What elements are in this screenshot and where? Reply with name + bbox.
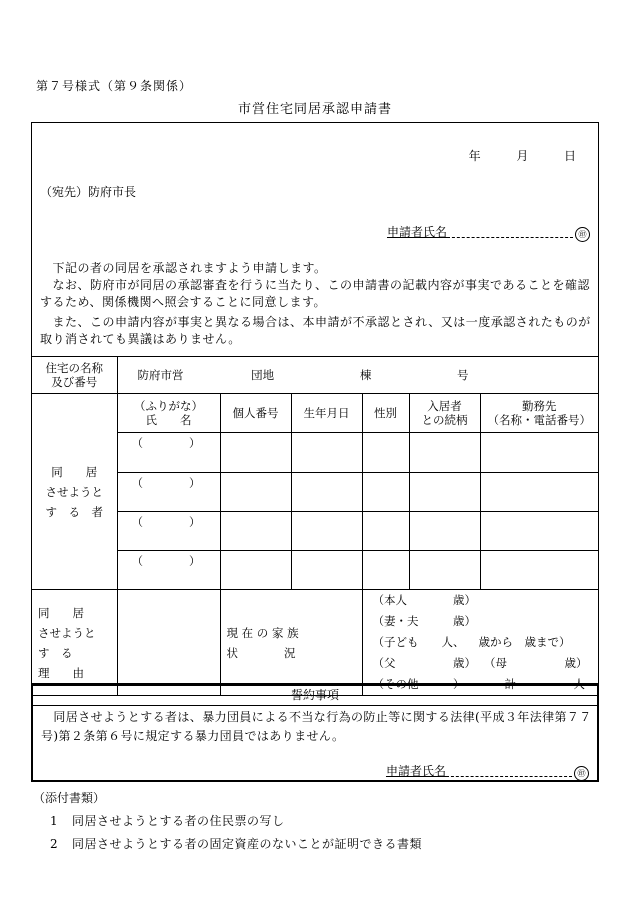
member-mynumber-cell[interactable] xyxy=(220,512,291,551)
member-sex-cell[interactable] xyxy=(362,433,409,473)
member-sex-cell[interactable] xyxy=(362,551,409,590)
consent-paragraph: なお、防府市が同居の承認審査を行うに当たり、この申請書の記載内容が事実であることを確認するため、関係機関へ照会することに同意します。 xyxy=(40,278,591,309)
addressee: （宛先）防府市長 xyxy=(40,185,137,199)
member-relation-cell[interactable] xyxy=(409,433,480,473)
member-sex-cell[interactable] xyxy=(362,473,409,512)
applicant-name-label: 申請者氏名 xyxy=(386,225,447,239)
oath-title: 誓約事項 xyxy=(33,686,597,706)
city-text: 防府市営 xyxy=(137,368,184,382)
col-sex: 性別 xyxy=(362,394,409,433)
member-relation-cell[interactable] xyxy=(409,473,480,512)
cohabitant-label: 同 居 させようと す る 者 xyxy=(32,394,117,590)
housing-label: 住宅の名称 及び番号 xyxy=(32,357,117,394)
seal-icon: ㊞ xyxy=(574,766,589,781)
member-birth-cell[interactable] xyxy=(291,433,362,473)
member-mynumber-cell[interactable] xyxy=(220,433,291,473)
member-relation-cell[interactable] xyxy=(409,512,480,551)
member-mynumber-cell[interactable] xyxy=(220,551,291,590)
col-workplace: 勤務先 （名称・電話番号） xyxy=(480,394,598,433)
member-relation-cell[interactable] xyxy=(409,551,480,590)
applicant-name-field[interactable] xyxy=(447,225,573,238)
go-text: 号 xyxy=(456,368,469,382)
member-mynumber-cell[interactable] xyxy=(220,473,291,512)
oath-box xyxy=(31,684,599,782)
applicant-name-label: 申請者氏名 xyxy=(385,764,446,778)
member-name-cell[interactable]: （ ） xyxy=(117,551,220,590)
col-name: （ふりがな） 氏 名 xyxy=(117,394,220,433)
col-birthdate: 生年月日 xyxy=(291,394,362,433)
seal-icon: ㊞ xyxy=(575,227,590,242)
to-text: 棟 xyxy=(359,368,372,382)
date-line xyxy=(469,147,576,164)
attachments-title: （添付書類） xyxy=(33,791,106,805)
form-number: 第７号様式（第９条関係） xyxy=(36,79,193,93)
application-table xyxy=(32,356,598,696)
housing-field[interactable] xyxy=(117,357,598,394)
family-status-field[interactable]: （本人 歳）（妻・夫 歳） （子ども 人、 歳から 歳まで） （父 歳） （母 歳） （その他 ） 計 人 xyxy=(362,590,598,696)
attachment-item: 1 同居させようとする者の住民票の写し xyxy=(50,814,285,828)
member-name-cell[interactable]: （ ） xyxy=(117,473,220,512)
member-birth-cell[interactable] xyxy=(291,512,362,551)
member-work-cell[interactable] xyxy=(480,551,598,590)
danchi-text: 団地 xyxy=(251,368,275,382)
member-work-cell[interactable] xyxy=(480,473,598,512)
member-name-cell[interactable]: （ ） xyxy=(117,433,220,473)
reason-label: 同 居 させようと す る 理 由 xyxy=(32,590,117,696)
col-mynumber: 個人番号 xyxy=(220,394,291,433)
family-status-label: 現 在 の 家 族 状 況 xyxy=(220,590,362,696)
member-work-cell[interactable] xyxy=(480,512,598,551)
member-birth-cell[interactable] xyxy=(291,551,362,590)
applicant-name-field[interactable] xyxy=(446,764,572,777)
objection-paragraph: また、この申請内容が事実と異なる場合は、本申請が不承認とされ、又は一度承認されたものが取り消されても異議はありません。 xyxy=(40,315,591,346)
member-sex-cell[interactable] xyxy=(362,512,409,551)
request-paragraph: 下記の者の同居を承認されますよう申請します。 xyxy=(52,261,327,275)
year-label: 年 xyxy=(468,149,481,163)
col-relation: 入居者 との続柄 xyxy=(409,394,480,433)
day-label: 日 xyxy=(563,149,576,163)
document-title: 市営住宅同居承認申請書 xyxy=(237,102,392,117)
oath-body: 同居させようとする者は、暴力団員による不当な行為の防止等に関する法律(平成３年法律第７７号)第２条第６号に規定する暴力団員ではありません。 xyxy=(41,710,592,743)
member-work-cell[interactable] xyxy=(480,433,598,473)
application-box xyxy=(31,122,599,691)
member-birth-cell[interactable] xyxy=(291,473,362,512)
reason-field[interactable] xyxy=(117,590,220,696)
applicant-signature-line[interactable] xyxy=(387,223,590,242)
applicant-signature-line-2[interactable] xyxy=(386,762,589,781)
member-name-cell[interactable]: （ ） xyxy=(117,512,220,551)
month-label: 月 xyxy=(516,149,529,163)
attachment-item: 2 同居させようとする者の固定資産のないことが証明できる書類 xyxy=(50,837,423,851)
